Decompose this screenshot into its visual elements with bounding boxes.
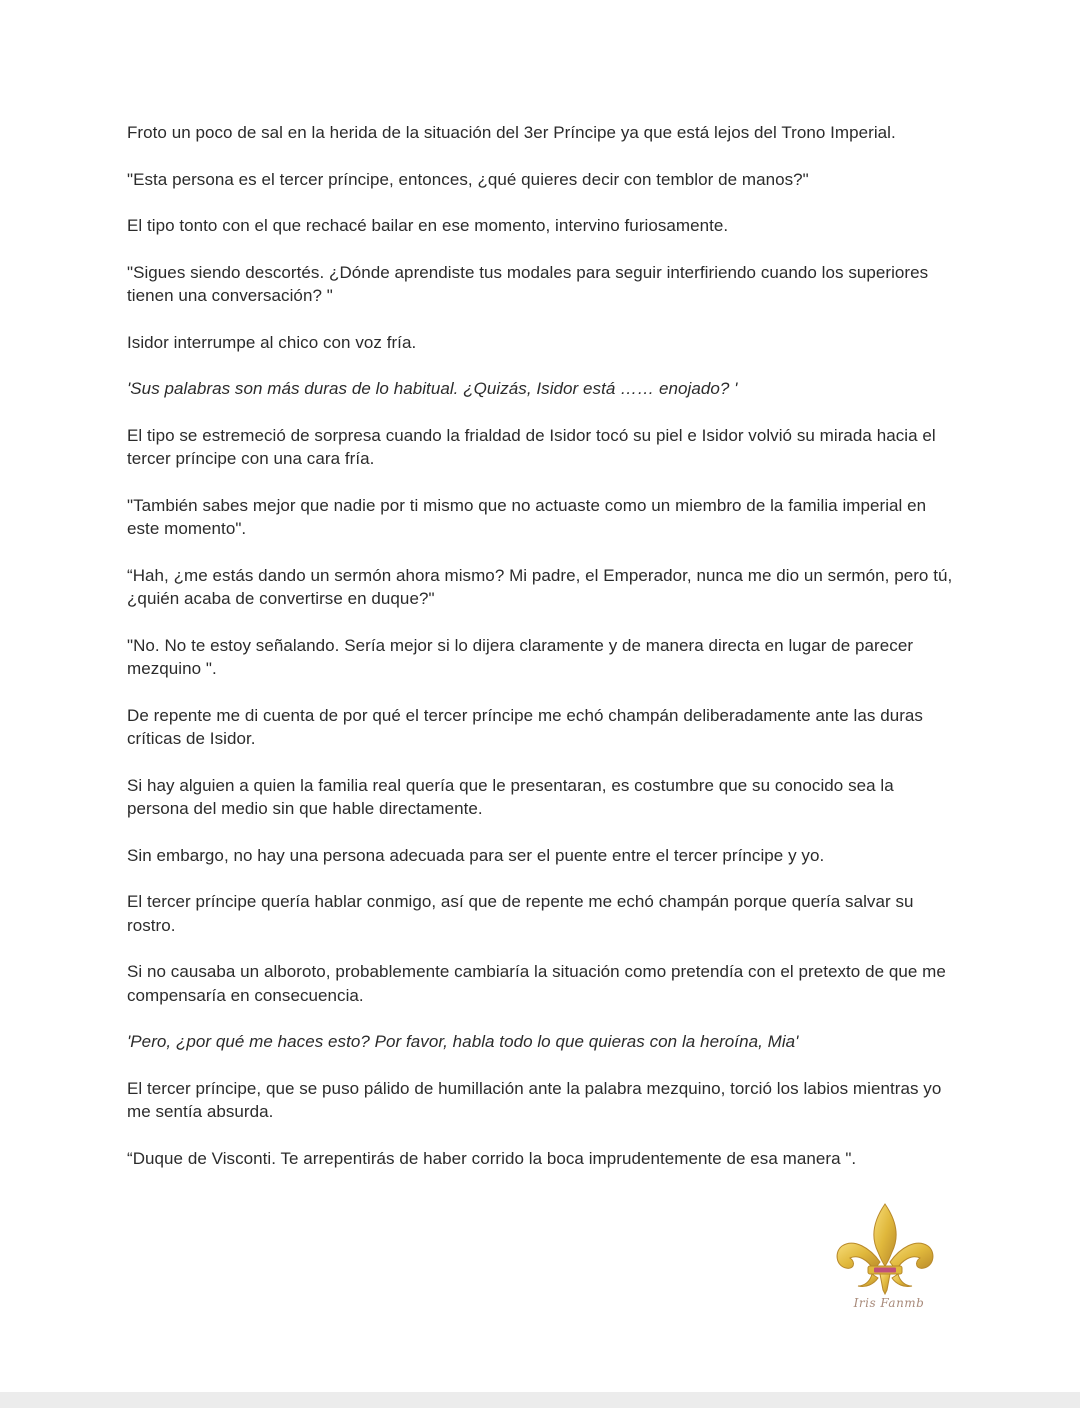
fleur-de-lis-icon [830, 1200, 940, 1300]
paragraph: El tipo tonto con el que rechacé bailar en ese momento, intervino furiosamente. [127, 216, 729, 235]
paragraph: "También sabes mejor que nadie por ti mismo que no actuaste como un miembro de la familia imperial en este momento". [127, 495, 927, 538]
bottom-edge-strip [0, 1392, 1080, 1408]
paragraph: "Sigues siendo descortés. ¿Dónde aprendiste tus modales para seguir interfiriendo cuando los superiores tienen una conversación? " [127, 262, 929, 305]
paragraph: De repente me di cuenta de por qué el tercer príncipe me echó champán deliberadamente ante las duras críticas de Isidor. [127, 705, 923, 748]
document-body [127, 121, 957, 1193]
paragraph: “Hah, ¿me estás dando un sermón ahora mismo? Mi padre, el Emperador, nunca me dio un sermón, pero tú, ¿quién acaba de convertirse en duque?" [127, 565, 953, 608]
watermark-logo [830, 1200, 940, 1325]
paragraph: "Esta persona es el tercer príncipe, entonces, ¿qué quieres decir con temblor de manos?" [127, 169, 809, 189]
paragraph: El tercer príncipe quería hablar conmigo, así que de repente me echó champán porque quería salvar su rostro. [127, 892, 914, 935]
paragraph: El tercer príncipe, que se puso pálido de humillación ante la palabra mezquino, torció los labios mientras yo me sentía absurda. [127, 1078, 942, 1121]
paragraph: "No. No te estoy señalando. Sería mejor si lo dijera claramente y de manera directa en lugar de parecer mezquino ". [127, 635, 914, 678]
paragraph: Si hay alguien a quien la familia real quería que le presentaran, es costumbre que su conocido sea la persona del medio sin que hable directamente. [127, 775, 894, 818]
italic-thought-paragraph: 'Pero, ¿por qué me haces esto? Por favor, habla todo lo que quieras con la heroína, Mia' [127, 1032, 799, 1051]
italic-thought-paragraph: 'Sus palabras son más duras de lo habitual. ¿Quizás, Isidor está …… enojado? ' [127, 379, 738, 398]
paragraph: Froto un poco de sal en la herida de la situación del 3er Príncipe ya que está lejos del Trono Imperial. [127, 123, 896, 142]
watermark-signature: Iris Fanmb [853, 1296, 925, 1310]
paragraph: Si no causaba un alboroto, probablemente cambiaría la situación como pretendía con el pretexto de que me compensaría en consecuencia. [127, 962, 946, 1005]
paragraph: Isidor interrumpe al chico con voz fría. [127, 332, 417, 352]
paragraph: Sin embargo, no hay una persona adecuada para ser el puente entre el tercer príncipe y yo. [127, 845, 825, 865]
paragraph: El tipo se estremeció de sorpresa cuando la frialdad de Isidor tocó su piel e Isidor volvió su mirada hacia el tercer príncipe con una cara fría. [127, 425, 936, 468]
paragraph: “Duque de Visconti. Te arrepentirás de haber corrido la boca imprudentemente de esa manera ". [127, 1148, 857, 1168]
